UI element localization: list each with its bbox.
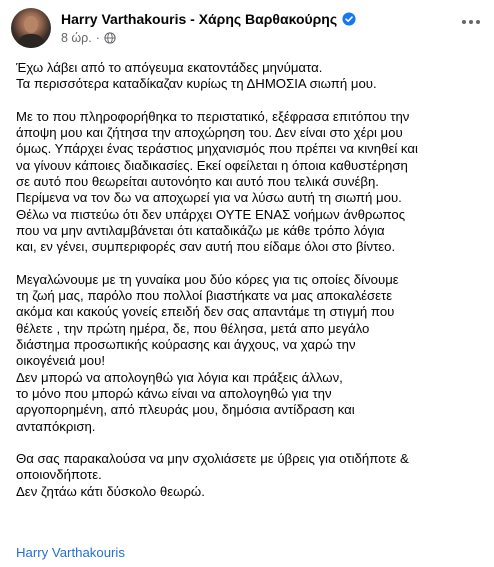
post-text-line: οικογένειά μου! [16,353,106,369]
post-text-line: και, εν γένει, συμπεριφορές σαν αυτή που είδαμε όλοι στο βίντεο. [16,239,396,255]
post-meta [61,30,116,46]
post-text-line: που να μην αντιλαμβάνεται ότι καταδικάζω με κάθε τρόπο λόγια [16,222,385,238]
post-text-line: Περίμενα να τον δω να αποχωρεί για να λύσω αυτή τη σιωπή μου. [16,190,402,206]
avatar-shirt [17,34,45,48]
post-text-line: διάστημα προσωπικής κούρασης και άγχους, να χαρώ την [16,337,356,353]
post-header [11,8,483,48]
post-text-line: αργοπορημένη, από πλευράς μου, δημόσια αντίδραση και [16,402,355,418]
meta-separator: · [95,31,100,45]
post-text-line: να γίνουν κάποιες διαδικασίες. Εκεί οφείλεται η όποια καθυστέρηση [16,157,408,173]
post-timestamp[interactable]: 8 ώρ. [61,31,92,45]
post-text-line: Τα περισσότερα καταδίκαζαν κυρίως τη ΔΗΜΟΣΙΑ σιωπή μου. [16,76,377,92]
post-paragraph [16,109,486,256]
post-text-line: θέλετε , την πρώτη ημέρα, δε, που θέλησα, μετά απο μεγάλο [16,320,370,336]
post-text-line: Δεν μπορώ να απολογηθώ για λόγια και πράξεις άλλων, [16,369,343,385]
post-text-line: το μόνο που μπορώ κάνω είναι να απολογηθώ για την [16,385,332,401]
author-name-row[interactable] [61,10,356,28]
post-paragraph [16,60,486,93]
post-text-line: ακόμα και κακούς γονείς επειδή δεν σας απαντάμε τη στιγμή που [16,304,395,320]
post-paragraph [16,451,486,500]
post-text-line: Θέλω να πιστεύω ότι δεν υπάρχει ΟΥΤΕ ΕΝΑΣ νοήμων άνθρωπος [16,206,406,222]
post-body [16,60,486,516]
post-text-line: Θα σας παρακαλούσα να μην σχολιάσετε με ύβρεις για οτιδήποτε & [16,451,409,467]
post-text-line: Δεν ζητάω κάτι δύσκολο θεωρώ. [16,483,205,499]
signature-link[interactable]: Harry Varthakouris [16,545,125,560]
post-text-line: άποψη μου και ζήτησα την αποχώρηση του. Δεν είναι στο χέρι μου [16,125,403,141]
post-text-line: σε αυτό που θεωρείται αυτονόητο και αυτό που τελικά συνέβη. [16,174,379,190]
post-text-line: τη ζωή μας, παρόλο που πολλοί βιαστήκατε να μας αποκαλέσετε [16,288,393,304]
post-text-line: Με το που πληροφορήθηκα το περιστατικό, εξέφρασα επιτόπου την [16,108,410,124]
post-text-line: ανταπόκριση. [16,418,96,434]
globe-icon[interactable] [104,32,116,44]
verified-badge-icon [342,12,356,26]
author-avatar[interactable] [11,8,51,48]
post-text-line: οποιονδήποτε. [16,467,102,483]
post-text-line: όμως. Υπάρχει ένας τεράστιος μηχανισμός που πρέπει να κινηθεί και [16,141,418,157]
post-text-line: Έχω λάβει από το απόγευμα εκατοντάδες μηνύματα. [16,60,323,75]
more-options-icon[interactable] [459,12,483,32]
post-paragraph [16,272,486,435]
post-text-line: Μεγαλώνουμε με τη γυναίκα μου δύο κόρες για τις οποίες δίνουμε [16,271,399,287]
author-name[interactable]: Harry Varthakouris - Χάρης Βαρθακούρης [61,11,338,27]
avatar-face [24,16,38,33]
